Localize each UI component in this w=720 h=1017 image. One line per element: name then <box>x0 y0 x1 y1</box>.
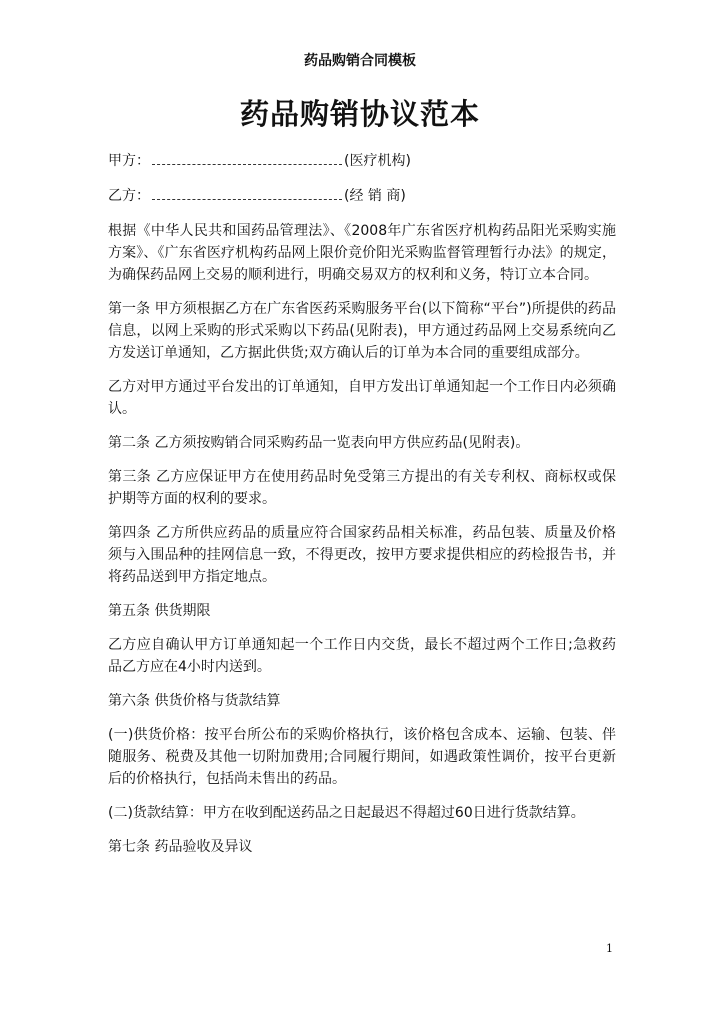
article-5-body: 乙方应自确认甲方订单通知起一个工作日内交货，最长不超过两个工作日;急救药品乙方应在4小时内送到。 <box>108 637 616 675</box>
article-6-heading: 第六条 供货价格与货款结算 <box>108 693 281 709</box>
party-b-blank <box>152 185 342 200</box>
page-number: 1 <box>606 942 613 955</box>
party-a-label: 甲方： <box>108 153 150 169</box>
article-6-settlement: (二)货款结算：甲方在收到配送药品之日起最迟不得超过60日进行货款结算。 <box>108 805 585 821</box>
party-b-label: 乙方： <box>108 188 150 204</box>
article-6-price: (一)供货价格：按平台所公布的采购价格执行，该价格包含成本、运输、包装、伴随服务、税费及其他一切附加费用;合同履行期间，如遇政策性调价，按平台更新后的价格执行，包括尚未售出的药品。 <box>108 727 616 787</box>
article-5-heading: 第五条 供货期限 <box>108 603 211 619</box>
document-body <box>108 150 616 870</box>
article-3: 第三条 乙方应保证甲方在使用药品时免受第三方提出的有关专利权、商标权或保护期等方面的权利的要求。 <box>108 469 616 507</box>
article-7-heading: 第七条 药品验收及异议 <box>108 839 253 855</box>
article-1-confirmation: 乙方对甲方通过平台发出的订单通知，自甲方发出订单通知起一个工作日内必须确认。 <box>108 379 616 417</box>
party-b-line <box>108 185 616 207</box>
header-title: 药品购销合同模板 <box>304 53 416 69</box>
preamble-paragraph: 根据《中华人民共和国药品管理法》、《2008年广东省医疗机构药品阳光采购实施方案》、《广东省医疗机构药品网上限价竞价阳光采购监督管理暂行办法》的规定，为确保药品网上交易的顺利进行，明确交易双方的权利和义务，特订立本合同。 <box>108 223 616 283</box>
party-b-role: (经 销 商) <box>344 188 406 204</box>
article-4: 第四条 乙方所供应药品的质量应符合国家药品相关标准，药品包装、质量及价格须与入围品种的挂网信息一致，不得更改，按甲方要求提供相应的药检报告书，并将药品送到甲方指定地点。 <box>108 525 616 585</box>
article-1: 第一条 甲方须根据乙方在广东省医药采购服务平台(以下简称“平台”)所提供的药品信息，以网上采购的形式采购以下药品(见附表)，甲方通过药品网上交易系统向乙方发送订单通知，乙方据此供货;双方确认后的订单为本合同的重要组成部分。 <box>108 301 616 361</box>
party-a-blank <box>152 150 342 165</box>
party-a-role: (医疗机构) <box>344 153 411 169</box>
article-2: 第二条 乙方须按购销合同采购药品一览表向甲方供应药品(见附表)。 <box>108 435 530 451</box>
main-title: 药品购销协议范本 <box>239 97 480 131</box>
party-a-line <box>108 150 616 172</box>
